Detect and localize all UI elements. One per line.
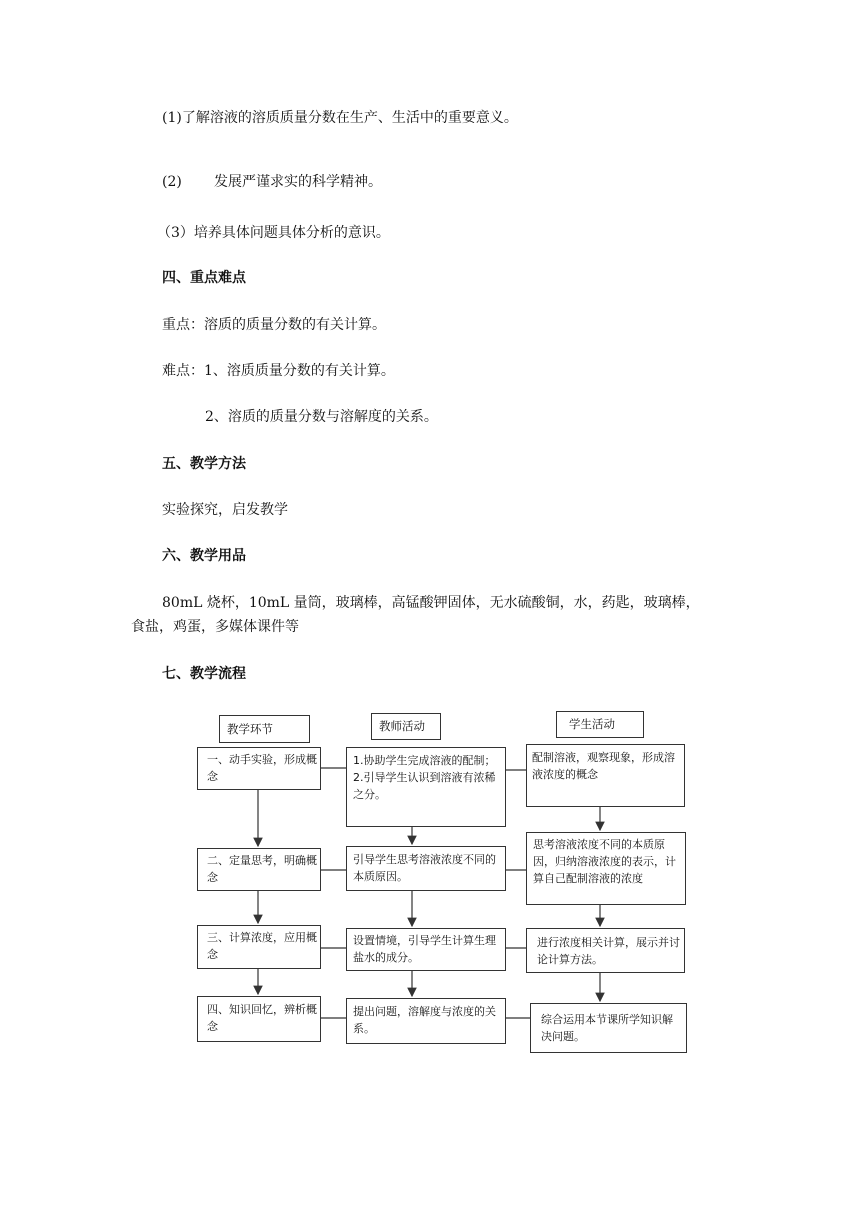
key-point-text: 重点：溶质的质量分数的有关计算。: [162, 317, 386, 333]
student-activity-text: 配制溶液，观察现象，形成溶液浓度的概念: [532, 751, 675, 781]
student-box-4: [530, 1003, 687, 1053]
stage-label: 四、知识回忆，辨析概念: [207, 1003, 317, 1033]
student-box-2: [526, 832, 686, 905]
section-5-heading: 五、教学方法: [162, 456, 246, 472]
stage-box-2: [197, 848, 321, 891]
stage-label: 二、定量思考，明确概念: [207, 854, 317, 884]
flowchart-header-teacher: [371, 713, 441, 740]
stage-box-3: [197, 925, 321, 969]
goal-item-2-number: (2): [162, 174, 182, 190]
flowchart-header-stage: [219, 715, 310, 743]
student-box-3: [526, 928, 685, 973]
section-6-heading: 六、教学用品: [162, 548, 246, 564]
teacher-box-2: [346, 846, 506, 891]
stage-box-4: [197, 996, 321, 1042]
goal-item-1: (1)了解溶液的溶质质量分数在生产、生活中的重要意义。: [162, 110, 518, 126]
student-box-1: [526, 744, 685, 807]
teacher-activity-text: 提出问题，溶解度与浓度的关系。: [353, 1005, 496, 1035]
header-label: 学生活动: [569, 717, 615, 731]
header-label: 教师活动: [379, 719, 425, 733]
teacher-box-1: [346, 747, 506, 827]
stage-label: 一、动手实验，形成概念: [207, 753, 317, 783]
goal-item-3: （3）培养具体问题具体分析的意识。: [157, 225, 390, 241]
flowchart-header-student: [556, 711, 644, 738]
teacher-box-4: [346, 998, 506, 1044]
student-activity-text: 思考溶液浓度不同的本质原因，归纳溶液浓度的表示，计算自己配制溶液的浓度: [533, 838, 676, 885]
teaching-method-text: 实验探究，启发教学: [162, 502, 288, 518]
stage-box-1: [197, 747, 321, 790]
teacher-activity-text: 设置情境，引导学生计算生理盐水的成分。: [353, 934, 496, 964]
goal-item-2-text: 发展严谨求实的科学精神。: [214, 174, 382, 190]
teacher-activity-text: 1.协助学生完成溶液的配制；2.引导学生认识到溶液有浓稀之分。: [353, 754, 496, 801]
teacher-activity-text: 引导学生思考溶液浓度不同的本质原因。: [353, 853, 496, 883]
teaching-materials-text: 80mL 烧杯，10mL 量筒，玻璃棒，高锰酸钾固体，无水硫酸铜，水，药匙，玻璃棒，食盐，鸡蛋，多媒体课件等: [131, 595, 700, 635]
difficulty-text-1: 难点：1、溶质质量分数的有关计算。: [162, 363, 395, 379]
header-label: 教学环节: [227, 722, 273, 736]
stage-label: 三、计算浓度，应用概念: [207, 931, 317, 961]
section-4-heading: 四、重点难点: [162, 270, 246, 286]
section-7-heading: 七、教学流程: [162, 666, 246, 682]
difficulty-text-2: 2、溶质的质量分数与溶解度的关系。: [205, 409, 438, 425]
student-activity-text: 进行浓度相关计算，展示并讨论计算方法。: [537, 936, 680, 966]
teacher-box-3: [346, 928, 506, 971]
student-activity-text: 综合运用本节课所学知识解决问题。: [541, 1013, 673, 1043]
